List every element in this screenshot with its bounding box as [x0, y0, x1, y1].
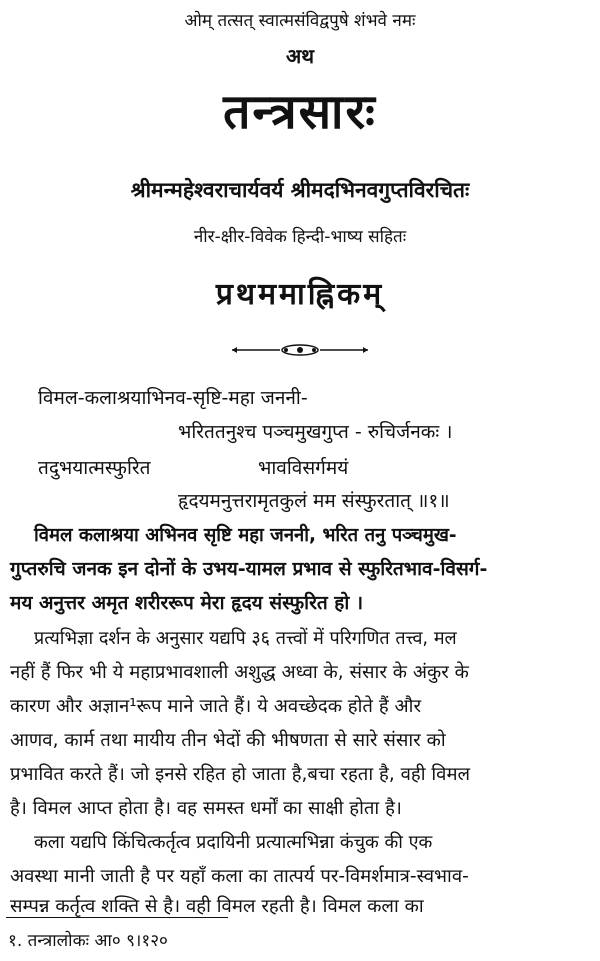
paragraph-1-line-3: कारण और अज्ञान¹रूप माने जाते हैं। ये अवच्छेदक होते हैं और: [10, 696, 422, 717]
paragraph-1-line-6: है। विमल आप्त होता है। वह समस्त धर्मों का साक्षी होता है।: [10, 798, 402, 819]
verse-line-2: भरिततनुश्च पञ्चमुखगुप्त - रुचिर्जनकः ।: [178, 421, 453, 443]
commentary-line: नीर-क्षीर-विवेक हिन्दी-भाष्य सहितः: [193, 227, 407, 247]
verse-line-3b: भावविसर्गमयं: [258, 457, 349, 479]
footnote: १. तन्त्रालोकः आ० ९।१२०: [8, 931, 168, 951]
paragraph-1-line-5: प्रभावित करते हैं। जो इनसे रहित हो जाता है,बचा रहता है, वही विमल: [10, 764, 471, 785]
atha-heading: अथ: [285, 44, 315, 68]
translation-line-2: गुप्तरुचि जनक इन दोनों के उभय-यामल प्रभाव से स्फुरितभाव-विसर्ग-: [10, 558, 488, 580]
paragraph-1-line-4: आणव, कार्म तथा मायीय तीन भेदों की भीषणता से सारे संसार को: [10, 730, 446, 751]
footnote-divider: [6, 917, 228, 918]
chapter-title: प्रथममाह्निकम्: [215, 277, 385, 312]
translation-line-1: विमल कलाश्रया अभिनव सृष्टि महा जननी, भरित तनु पञ्चमुख-: [34, 524, 457, 546]
verse-line-1: विमल-कलाश्रयाभिनव-सृष्टि-महा जननी-: [38, 387, 308, 409]
paragraph-2-line-3: सम्पन्न कर्तृत्व शक्ति से है। वही विमल रहती है। विमल कला का: [10, 896, 424, 917]
paragraph-1-line-2: नहीं हैं फिर भी ये महाप्रभावशाली अशुद्ध अध्वा के, संसार के अंकुर के: [10, 662, 469, 683]
ornament-divider: [228, 340, 372, 360]
paragraph-2-line-1: कला यद्यपि किंचित्कर्तृत्व प्रदायिनी प्रत्यात्मभिन्ना कंचुक की एक: [34, 832, 433, 853]
verse-line-4: हृदयमनुत्तरामृतकुलं मम संस्फुरतात् ॥१॥: [178, 490, 450, 512]
author-line: श्रीमन्महेश्वराचार्यवर्य श्रीमदभिनवगुप्तविरचितः: [130, 178, 470, 202]
paragraph-2-line-2: अवस्था मानी जाती है पर यहाँ कला का तात्पर्य पर-विमर्शमात्र-स्वभाव-: [10, 866, 469, 887]
invocation-line: ओम् तत्सत् स्वात्मसंविद्वपुषे शंभवे नमः: [184, 11, 416, 31]
paragraph-1-line-1: प्रत्यभिज्ञा दर्शन के अनुसार यद्यपि ३६ तत्त्वों में परिगणित तत्त्व, मल: [34, 628, 457, 649]
translation-line-3: मय अनुत्तर अमृत शरीररूप मेरा हृदय संस्फुरित हो ।: [10, 592, 364, 614]
page-title: तन्त्रसारः: [223, 84, 377, 140]
verse-line-3a: तदुभयात्मस्फुरित: [38, 457, 151, 479]
